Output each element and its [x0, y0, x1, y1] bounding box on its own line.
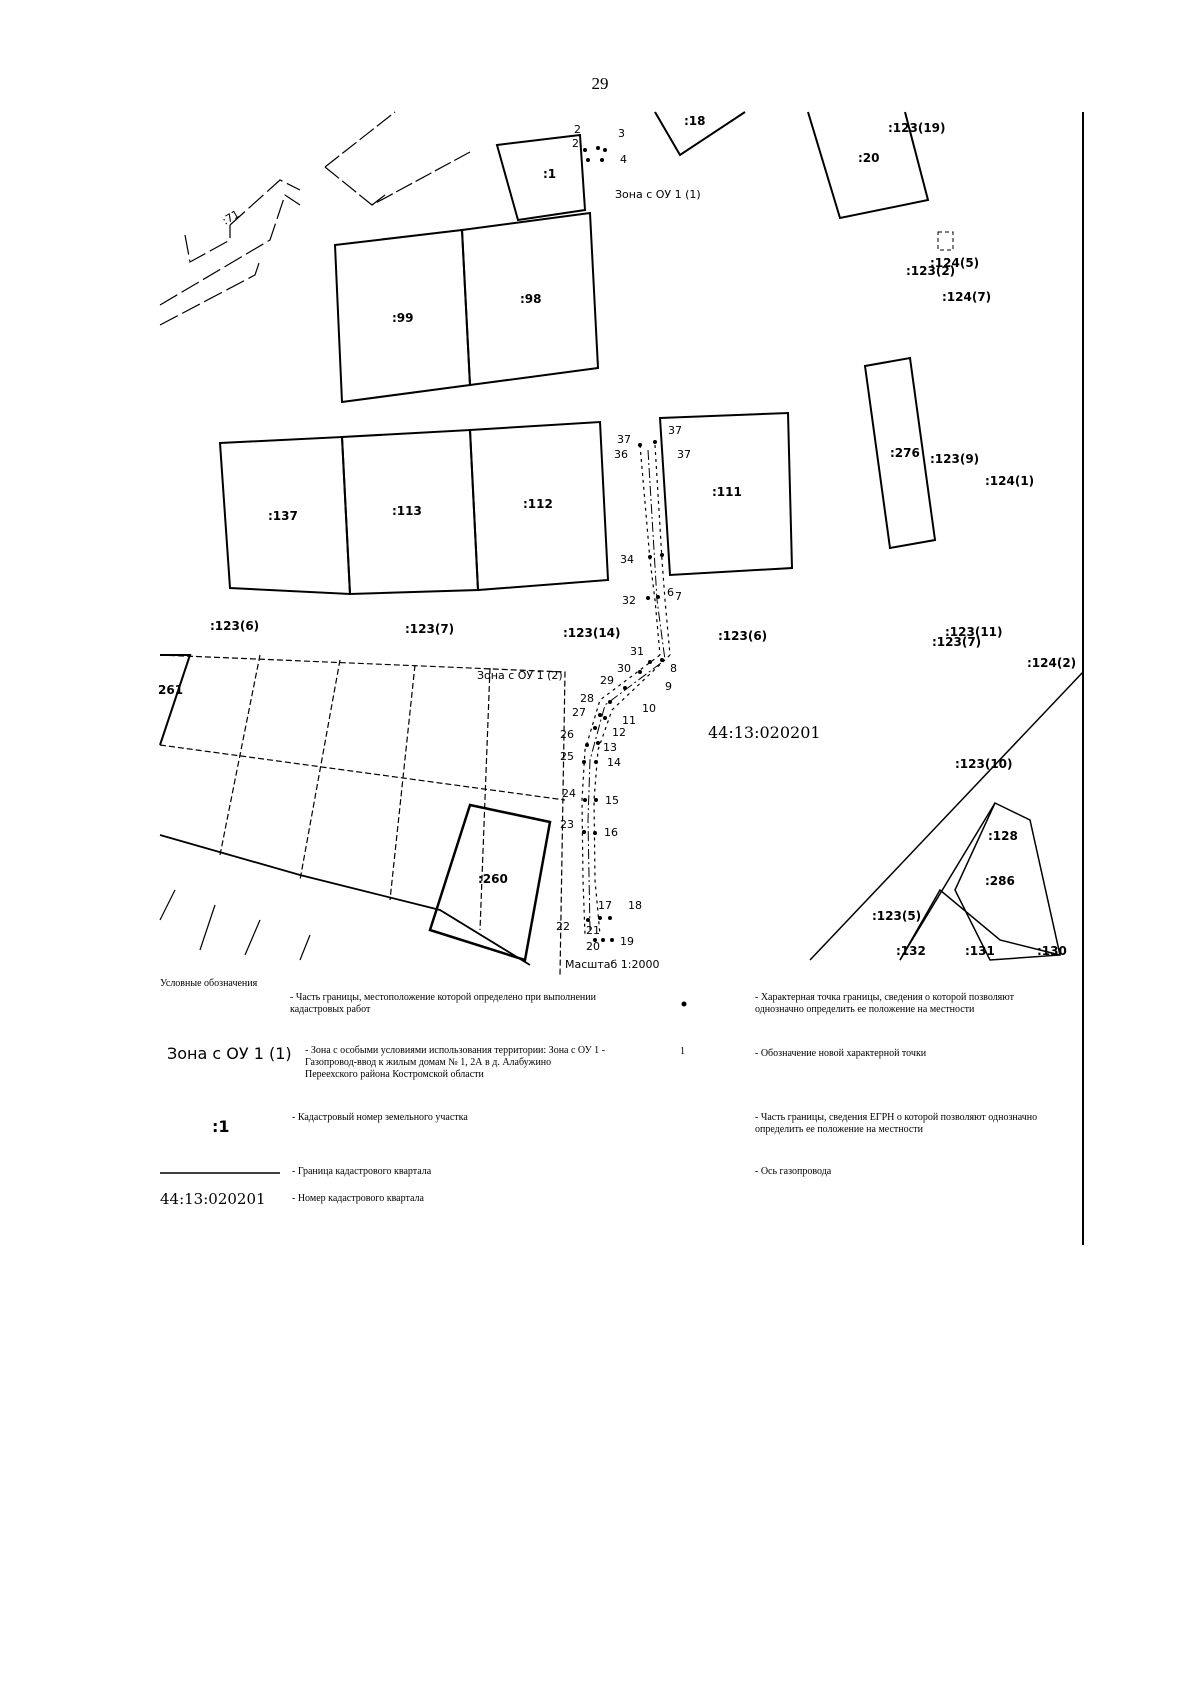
part-label-123-2: :123(2): [906, 264, 956, 278]
point-numbers: [556, 123, 691, 953]
road-outline: [160, 180, 300, 325]
zone-label-2: Зона с ОУ 1 (2): [477, 669, 563, 682]
point-number: 26: [560, 728, 574, 741]
point-number: 31: [630, 645, 644, 658]
part-label-124-7: :124(7): [942, 290, 992, 304]
point-number: 27: [572, 706, 586, 719]
parcel-113-label: :113: [392, 504, 422, 518]
legend-quarter-number: - Номер кадастрового квартала: [292, 1193, 424, 1204]
part-label-123-7: :123(7): [405, 622, 455, 636]
parcel-99-label: :99: [392, 311, 414, 325]
part-label-123-6: :123(6): [210, 619, 260, 633]
boundary-points: [582, 146, 664, 942]
point-number: 34: [620, 553, 634, 566]
point-number: 32: [622, 594, 636, 607]
point-number: 15: [605, 794, 619, 807]
legend-cad-number: - Кадастровый номер земельного участка: [292, 1112, 468, 1123]
part-label-124-5: :124(5): [930, 256, 980, 270]
point-number: 9: [665, 680, 672, 693]
legend-parcel-sample: :1: [212, 1117, 230, 1136]
point-number: 4: [620, 153, 627, 166]
point-number: 17: [598, 899, 612, 912]
parcel-261-label: 261: [158, 683, 184, 697]
part-label-124-2: :124(2): [1027, 656, 1077, 670]
structure-outline: [325, 112, 470, 205]
legend-symbol-quarter-boundary: [160, 1170, 280, 1176]
point-number: 18: [628, 899, 642, 912]
parcel-128-label: :128: [988, 829, 1018, 843]
road-edge: [160, 835, 530, 965]
quarter-boundary: [810, 672, 1083, 960]
parcel-130-boundary: [900, 803, 995, 960]
part-label-123-19: :123(19): [888, 121, 946, 135]
parcel-131-label: :131: [965, 944, 995, 958]
part-label-123-11: :123(11): [945, 625, 1003, 639]
lower-left-parcels: [160, 655, 565, 975]
legend-boundary-new: - Часть границы, местоположение которой определено при выполнении кадастровых работ: [290, 992, 596, 1015]
legend-zone: - Зона с особыми условиями использования территории: Зона с ОУ 1 - Газопровод-ввод к жилым домам № 1, 2А в д. Алабужино Переехского района Костромской области: [305, 1045, 605, 1080]
point-number: 8: [670, 662, 677, 675]
point-number: 6: [667, 586, 674, 599]
point-number: 14: [607, 756, 621, 769]
point-number: 37: [677, 448, 691, 461]
boundary-261: [160, 655, 190, 745]
part-label-124-1: :124(1): [985, 474, 1035, 488]
point-number: 25: [560, 750, 574, 763]
legend-zone-sample: Зона с ОУ 1 (1): [167, 1044, 292, 1063]
driveway-lines: [160, 890, 310, 960]
point-number: 19: [620, 935, 634, 948]
gas-pipe-axis: [588, 450, 665, 930]
small-structure: [938, 232, 953, 250]
point-number: 23: [560, 818, 574, 831]
point-number: 22: [556, 920, 570, 933]
point-number: 36: [614, 448, 628, 461]
legend-char-point: - Характерная точка границы, сведения о которой позволяют однозначно определить ее положение на местности: [755, 992, 1014, 1015]
legend-new-point: - Обозначение новой характерной точки: [755, 1048, 927, 1059]
parcel-111-label: :111: [712, 485, 742, 499]
point-number: 13: [603, 741, 617, 754]
parcel-286-label: :286: [985, 874, 1015, 888]
point-number: 20: [586, 940, 600, 953]
point-number: 16: [604, 826, 618, 839]
parcel-1-label: :1: [543, 167, 557, 181]
point-number: 24: [562, 787, 576, 800]
part-label-123-9: :123(9): [930, 452, 980, 466]
page-number: 29: [591, 74, 609, 93]
parcel-260-label: :260: [478, 872, 508, 886]
part-label-123-10: :123(10): [955, 757, 1013, 771]
legend-egrn-boundary: - Часть границы, сведения ЕГРН о которой позволяют однозначно определить ее положение на местности: [755, 1112, 1038, 1135]
parcel-20-label: :20: [858, 151, 880, 165]
point-number: 29: [600, 674, 614, 687]
point-number: 7: [675, 590, 682, 603]
legend-symbol-char-point: [680, 1000, 688, 1008]
gas-pipeline-corridor: [582, 445, 670, 935]
point-number: 10: [642, 702, 656, 715]
zone-label-1: Зона с ОУ 1 (1): [615, 188, 701, 201]
point-number: 21: [586, 924, 600, 937]
parcel-18-label: :18: [684, 114, 706, 128]
part-label-123-14: :123(14): [563, 626, 621, 640]
legend-pipe-axis: - Ось газопровода: [755, 1166, 832, 1177]
parcel-130-label: :130: [1037, 944, 1067, 958]
part-label-123-7b: :123(7): [932, 635, 982, 649]
part-label-123-5: :123(5): [872, 909, 922, 923]
point-number: 12: [612, 726, 626, 739]
parcel-132-label: :132: [896, 944, 926, 958]
point-number: 11: [622, 714, 636, 727]
parcel-276-label: :276: [890, 446, 920, 460]
quarter-number: 44:13:020201: [708, 723, 821, 742]
point-number: 2: [574, 123, 581, 136]
legend-quarter-sample: 44:13:020201: [160, 1190, 266, 1208]
parcel-112-label: :112: [523, 497, 553, 511]
point-number: 37: [668, 424, 682, 437]
point-number: 30: [617, 662, 631, 675]
point-number: 28: [580, 692, 594, 705]
parcel-137-label: :137: [268, 509, 298, 523]
part-label-123-6b: :123(6): [718, 629, 768, 643]
point-number: 3: [618, 127, 625, 140]
legend-symbol-boundary-new: [160, 996, 290, 1002]
legend-quarter-boundary: - Граница кадастрового квартала: [292, 1166, 432, 1177]
parcel-98-label: :98: [520, 292, 542, 306]
map-scale: Масштаб 1:2000: [565, 958, 660, 971]
legend-title: Условные обозначения: [160, 978, 258, 989]
road-label: :71: [220, 207, 242, 228]
legend-new-point-sample: 1: [680, 1046, 685, 1057]
point-number: 37: [617, 433, 631, 446]
point-number: 2: [572, 137, 579, 150]
